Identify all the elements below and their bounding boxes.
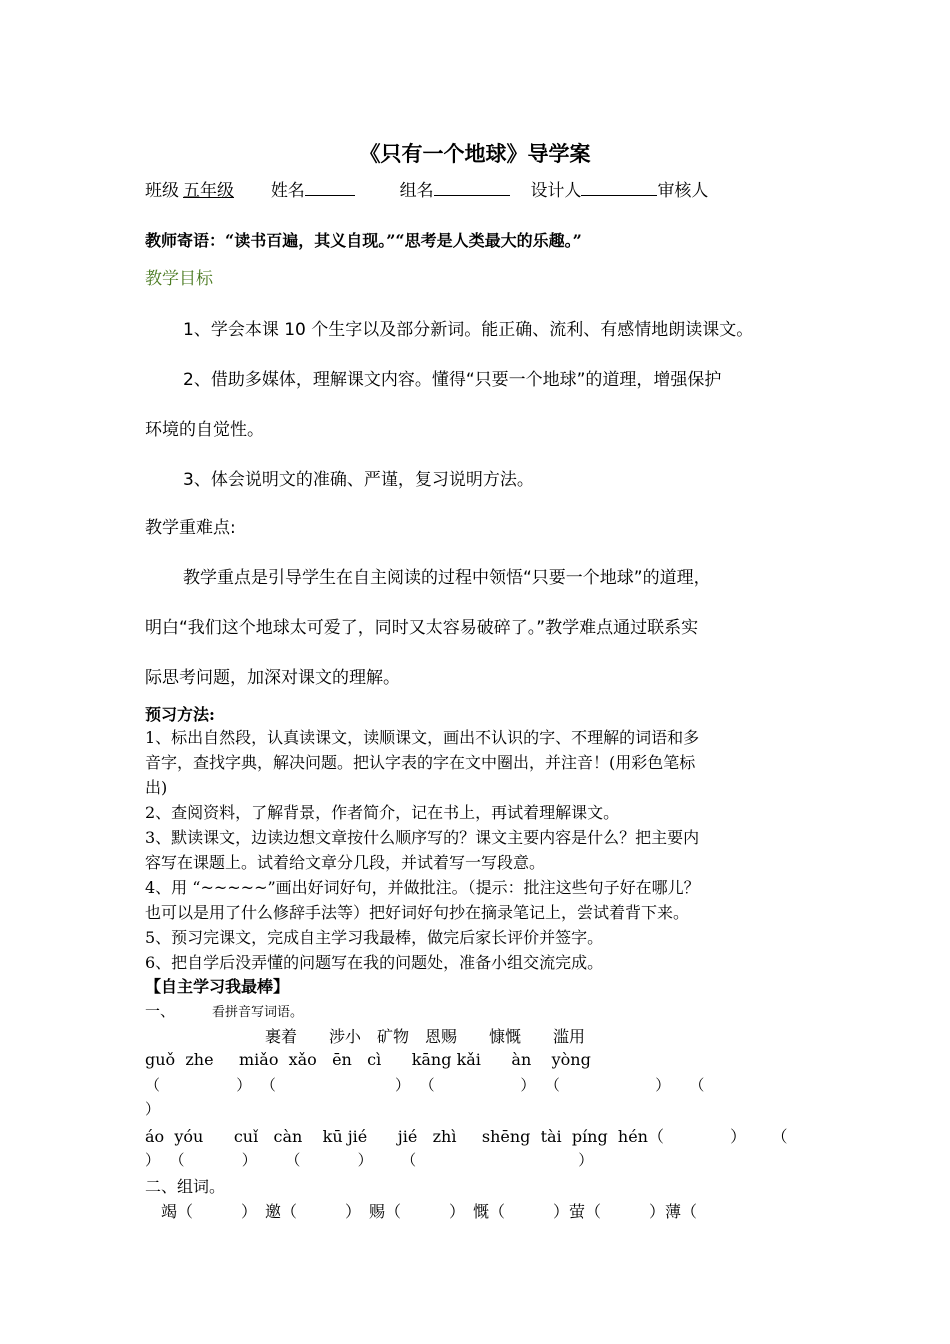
goal-item-2: 2、借助多媒体，理解课文内容。懂得“只要一个地球”的道理，增强保护 — [183, 370, 722, 390]
part1-chars: 裹着 涉小 矿物 恩赐 慷慨 滥用 — [265, 1027, 586, 1046]
goal-item-1: 1、学会本课 10 个生字以及部分新词。能正确、流利、有感情地朗读课文。 — [183, 320, 754, 340]
preview-heading: 预习方法: — [145, 705, 215, 724]
part2-word-groups[interactable]: 竭（ ） 邀（ ） 赐（ ） 慨（ ）萤（ ）薄（ — [145, 1202, 698, 1221]
goals-heading: 教学目标 — [145, 269, 213, 289]
preview-line-10: 6、把自学后没弄懂的问题写在我的问题处，准备小组交流完成。 — [145, 953, 604, 972]
part2-label: 二、组词。 — [145, 1177, 226, 1196]
reviewer-label: 审核人 — [657, 181, 709, 201]
part1-answer-bracket-close-1: ） — [145, 1100, 161, 1118]
part1-label: 一、 — [145, 1002, 176, 1020]
part1-instruction: 看拼音写词语。 — [212, 1005, 304, 1020]
difficulty-heading: 教学重难点: — [145, 518, 236, 538]
name-blank[interactable] — [305, 179, 355, 196]
part1-pinyin-row-1: guǒ zhe miǎo xǎo ēn cì kāng kǎi àn yòng — [145, 1050, 591, 1069]
group-blank[interactable] — [434, 179, 510, 196]
preview-line-1: 1、标出自然段，认真读课文，读顺课文，画出不认识的字、不理解的词语和多 — [145, 728, 700, 747]
preview-line-9: 5、预习完课文，完成自主学习我最棒，做完后家长评价并签字。 — [145, 928, 604, 947]
preview-line-2: 音字，查找字典，解决问题。把认字表的字在文中圈出，并注音！(用彩色笔标 — [145, 753, 696, 772]
difficulty-line-3: 际思考问题，加深对课文的理解。 — [145, 668, 400, 688]
teacher-motto: 教师寄语：“读书百遍，其义自现。”“思考是人类最大的乐趣。” — [145, 231, 582, 250]
difficulty-line-2: 明白“我们这个地球太可爱了，同时又太容易破碎了。”教学难点通过联系实 — [145, 618, 699, 638]
goal-item-2-cont: 环境的自觉性。 — [145, 420, 264, 440]
part1-answer-brackets-2[interactable]: ） （ ） （ ） （ ） — [145, 1151, 594, 1169]
preview-line-8: 也可以是用了什么修辞手法等）把好词好句抄在摘录笔记上，尝试着背下来。 — [145, 903, 690, 922]
part1-pinyin-row-2: áo yóu cuǐ càn kū jié jié zhì shēng tài píng hén（ ） （ — [145, 1127, 788, 1146]
preview-line-5: 3、默读课文，边读边想文章按什么顺序写的？课文主要内容是什么？把主要内 — [145, 828, 700, 847]
preview-line-3: 出) — [145, 778, 168, 797]
part1-answer-brackets-1[interactable]: （ ） （ ） （ ） （ ） （ — [145, 1076, 705, 1094]
self-study-heading: 【自主学习我最棒】 — [145, 977, 290, 996]
designer-label: 设计人 — [530, 181, 582, 201]
name-label: 姓名 — [270, 181, 305, 201]
document-title: 《只有一个地球》导学案 — [359, 142, 591, 166]
preview-line-6: 容写在课题上。试着给文章分几段，并试着写一写段意。 — [145, 853, 546, 872]
designer-blank[interactable] — [581, 179, 657, 196]
preview-line-7: 4、用 “~~~~~”画出好词好句，并做批注。（提示：批注这些句子好在哪儿？ — [145, 878, 700, 897]
goal-item-3: 3、体会说明文的准确、严谨，复习说明方法。 — [183, 470, 534, 490]
preview-line-4: 2、查阅资料，了解背景，作者简介，记在书上，再试着理解课文。 — [145, 803, 620, 822]
group-label: 组名 — [399, 181, 434, 201]
class-label: 班级 — [145, 181, 179, 201]
difficulty-line-1: 教学重点是引导学生在自主阅读的过程中领悟“只要一个地球”的道理， — [183, 568, 711, 588]
class-value: 五年级 — [183, 181, 234, 201]
header-info-line — [145, 176, 708, 201]
